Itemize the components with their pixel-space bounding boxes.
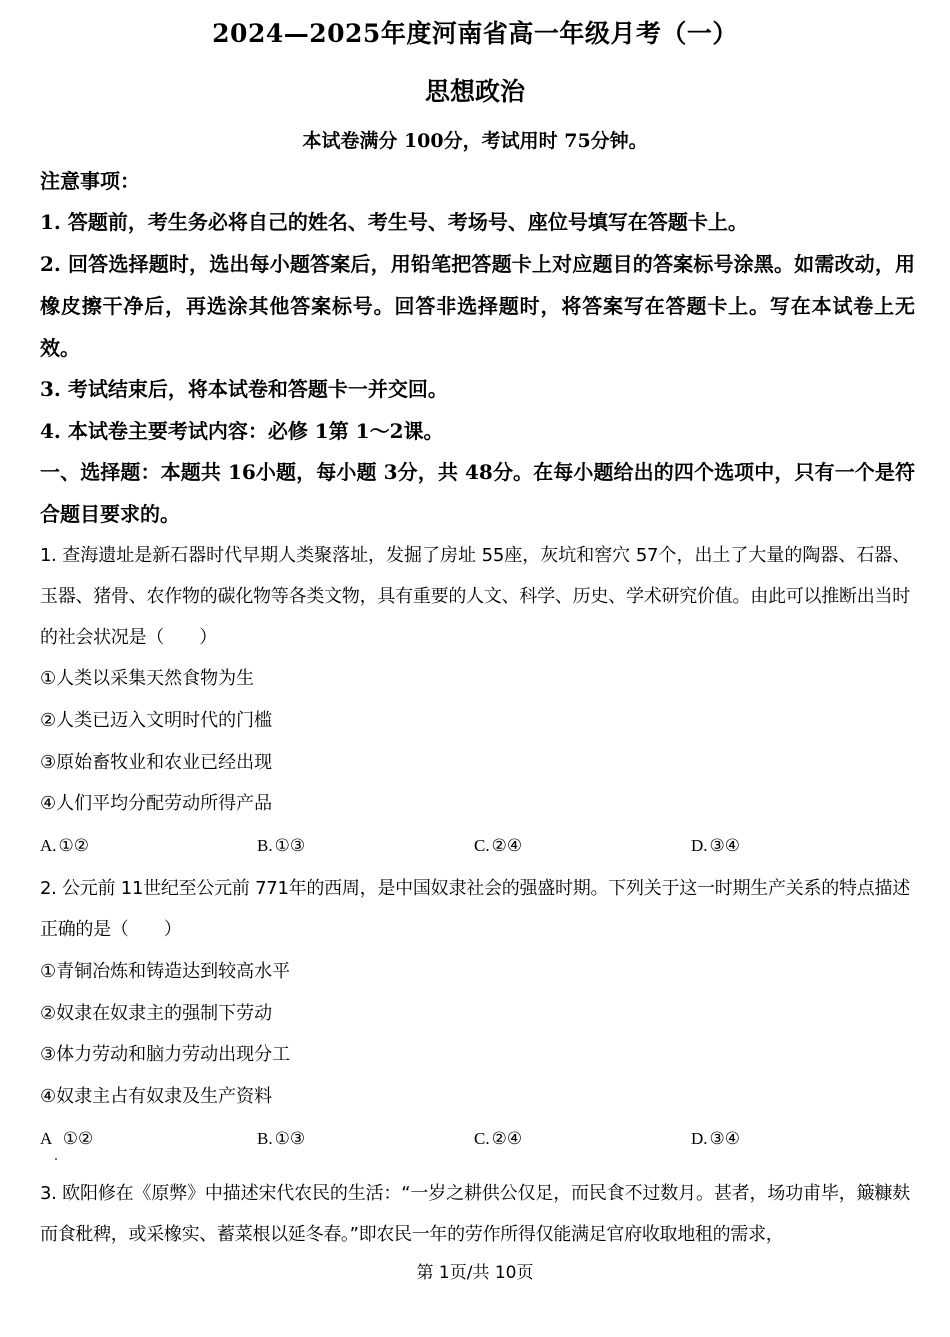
choice-a[interactable]: A. ①② bbox=[40, 836, 90, 855]
choice-c[interactable]: C. ②④ bbox=[474, 1129, 523, 1148]
statement-item: ④人们平均分配劳动所得产品 bbox=[40, 793, 273, 814]
choice-a[interactable]: A ①② bbox=[40, 1129, 94, 1148]
question-stem: 2. 公元前 11世纪至公元前 771年的西周，是中国奴隶社会的强盛时期。下列关于这一时期生产关系的特点描述正确的是（ ） bbox=[40, 878, 910, 940]
score-info: 本试卷满分 100分，考试用时 75分钟。 bbox=[302, 130, 648, 152]
section-heading: 一、选择题：本题共 16小题，每小题 3分，共 48分。在每小题给出的四个选项中，只有一个是符合题目要求的。 bbox=[40, 460, 915, 526]
question-stem: 1. 查海遗址是新石器时代早期人类聚落址，发掘了房址 55座，灰坑和窖穴 57个，出土了大量的陶器、石器、玉器、猪骨、农作物的碳化物等各类文物，具有重要的人文、科学、历史、学术研究价值。由此可以推断出当时的社会状况是（ ） bbox=[40, 545, 910, 648]
note-item: 4. 本试卷主要考试内容：必修 1第 1～2课。 bbox=[40, 419, 444, 443]
statement-item: ③体力劳动和脑力劳动出现分工 bbox=[40, 1044, 291, 1065]
statement-item: ④奴隶主占有奴隶及生产资料 bbox=[40, 1086, 273, 1107]
choice-b[interactable]: B. ①③ bbox=[257, 1129, 306, 1148]
note-item: 1. 答题前，考生务必将自己的姓名、考生号、考场号、座位号填写在答题卡上。 bbox=[40, 210, 748, 234]
subject-title: 思想政治 bbox=[424, 77, 525, 106]
speck-mark bbox=[55, 1158, 57, 1160]
choices-row bbox=[40, 836, 910, 866]
statement-item: ②奴隶在奴隶主的强制下劳动 bbox=[40, 1003, 273, 1024]
choice-d[interactable]: D. ③④ bbox=[691, 836, 741, 855]
choice-b[interactable]: B. ①③ bbox=[257, 836, 306, 855]
exam-title: 2024—2025年度河南省高一年级月考（一） bbox=[212, 19, 738, 48]
note-item: 3. 考试结束后，将本试卷和答题卡一并交回。 bbox=[40, 377, 448, 401]
statement-item: ①人类以采集天然食物为生 bbox=[40, 668, 255, 689]
notes-heading: 注意事项： bbox=[40, 169, 140, 193]
question-stem: 3. 欧阳修在《原弊》中描述宋代农民的生活：“一岁之耕供公仅足，而民食不过数月。甚者，场功甫毕，簸糠麸而食秕稗，或采橡实、蓄菜根以延冬春。”即农民一年的劳作所得仅能满足官府收取地租的需求， bbox=[40, 1183, 910, 1245]
page-footer: 第 1页/共 10页 bbox=[416, 1263, 534, 1283]
note-item: 2. 回答选择题时，选出每小题答案后，用铅笔把答题卡上对应题目的答案标号涂黑。如需改动，用橡皮擦干净后，再选涂其他答案标号。回答非选择题时，将答案写在答题卡上。写在本试卷上无效。 bbox=[40, 252, 915, 360]
statement-item: ③原始畜牧业和农业已经出现 bbox=[40, 752, 273, 773]
statement-item: ②人类已迈入文明时代的门槛 bbox=[40, 710, 273, 731]
choice-d[interactable]: D. ③④ bbox=[691, 1129, 741, 1148]
choice-c[interactable]: C. ②④ bbox=[474, 836, 523, 855]
choices-row bbox=[40, 1129, 910, 1159]
statement-item: ①青铜冶炼和铸造达到较高水平 bbox=[40, 961, 291, 982]
